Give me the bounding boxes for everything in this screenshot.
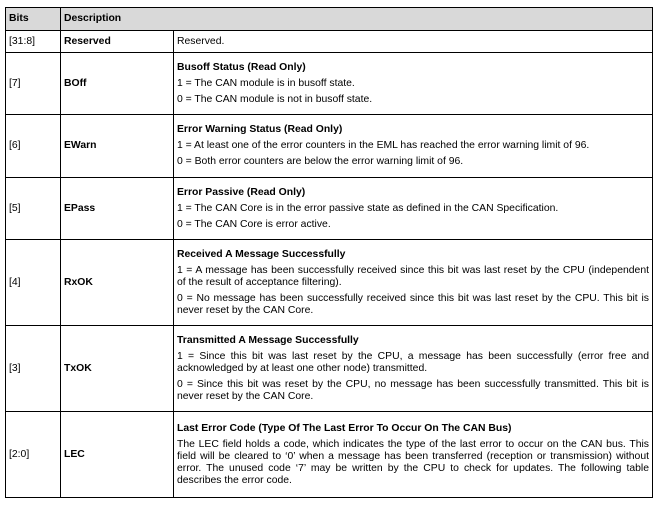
header-bits: Bits	[6, 8, 61, 31]
field-name-cell: EWarn	[61, 115, 174, 178]
description-line: 0 = Since this bit was reset by the CPU, no message has been successfully transmitted. This bit is never reset by the CAN Core.	[177, 378, 649, 402]
bits-cell: [7]	[6, 53, 61, 115]
description-cell	[174, 412, 653, 498]
table-row	[6, 31, 653, 53]
description-cell	[174, 240, 653, 326]
description-title: Busoff Status (Read Only)	[177, 61, 306, 73]
field-name-cell: EPass	[61, 178, 174, 240]
description-cell	[174, 178, 653, 240]
bits-cell: [3]	[6, 326, 61, 412]
description-line: The LEC field holds a code, which indicates the type of the last error to occur on the CAN bus. This field will be cleared to ‘0’ when a message has been transferred (reception or transmission) without error. The unused code ‘7’ may be written by the CPU to check for updates. The following table describes the error code.	[177, 438, 649, 486]
description-line: 0 = The CAN module is not in busoff state.	[177, 93, 373, 105]
description-title: Transmitted A Message Successfully	[177, 334, 359, 346]
description-cell	[174, 115, 653, 178]
description-line: 0 = The CAN Core is error active.	[177, 218, 331, 230]
description-title: Received A Message Successfully	[177, 248, 346, 260]
field-name-cell: TxOK	[61, 326, 174, 412]
header-description: Description	[61, 8, 653, 31]
table-row	[6, 115, 653, 178]
description-cell	[174, 53, 653, 115]
header-row	[6, 8, 653, 31]
description-line: 1 = A message has been successfully received since this bit was last reset by the CPU (independent of the result of acceptance filtering).	[177, 264, 649, 288]
field-name-cell: BOff	[61, 53, 174, 115]
description-line: 1 = Since this bit was last reset by the CPU, a message has been successfully (error free and acknowledged by at least one other node) transmitted.	[177, 350, 649, 374]
bits-cell: [31:8]	[6, 31, 61, 53]
table-row	[6, 53, 653, 115]
description-title: Error Passive (Read Only)	[177, 186, 306, 198]
description-cell	[174, 326, 653, 412]
field-name-cell: LEC	[61, 412, 174, 498]
description-line: 1 = The CAN Core is in the error passive state as defined in the CAN Specification.	[177, 202, 559, 214]
register-table	[5, 7, 653, 498]
bits-cell: [5]	[6, 178, 61, 240]
description-cell	[174, 31, 653, 53]
table-row	[6, 178, 653, 240]
description-line: 0 = No message has been successfully received since this bit was last reset by the CPU. This bit is never reset by the CAN Core.	[177, 292, 649, 316]
table-row	[6, 326, 653, 412]
bits-cell: [2:0]	[6, 412, 61, 498]
bits-cell: [4]	[6, 240, 61, 326]
description-line: 1 = The CAN module is in busoff state.	[177, 77, 355, 89]
table-row	[6, 412, 653, 498]
field-name-cell: Reserved	[61, 31, 174, 53]
field-name-cell: RxOK	[61, 240, 174, 326]
description-line: Reserved.	[177, 35, 225, 47]
description-line: 0 = Both error counters are below the error warning limit of 96.	[177, 156, 464, 167]
description-title: Error Warning Status (Read Only)	[177, 124, 343, 135]
description-title: Last Error Code (Type Of The Last Error To Occur On The CAN Bus)	[177, 422, 512, 434]
bits-cell: [6]	[6, 115, 61, 178]
table-row	[6, 240, 653, 326]
description-line: 1 = At least one of the error counters in the EML has reached the error warning limit of 96.	[177, 140, 590, 151]
